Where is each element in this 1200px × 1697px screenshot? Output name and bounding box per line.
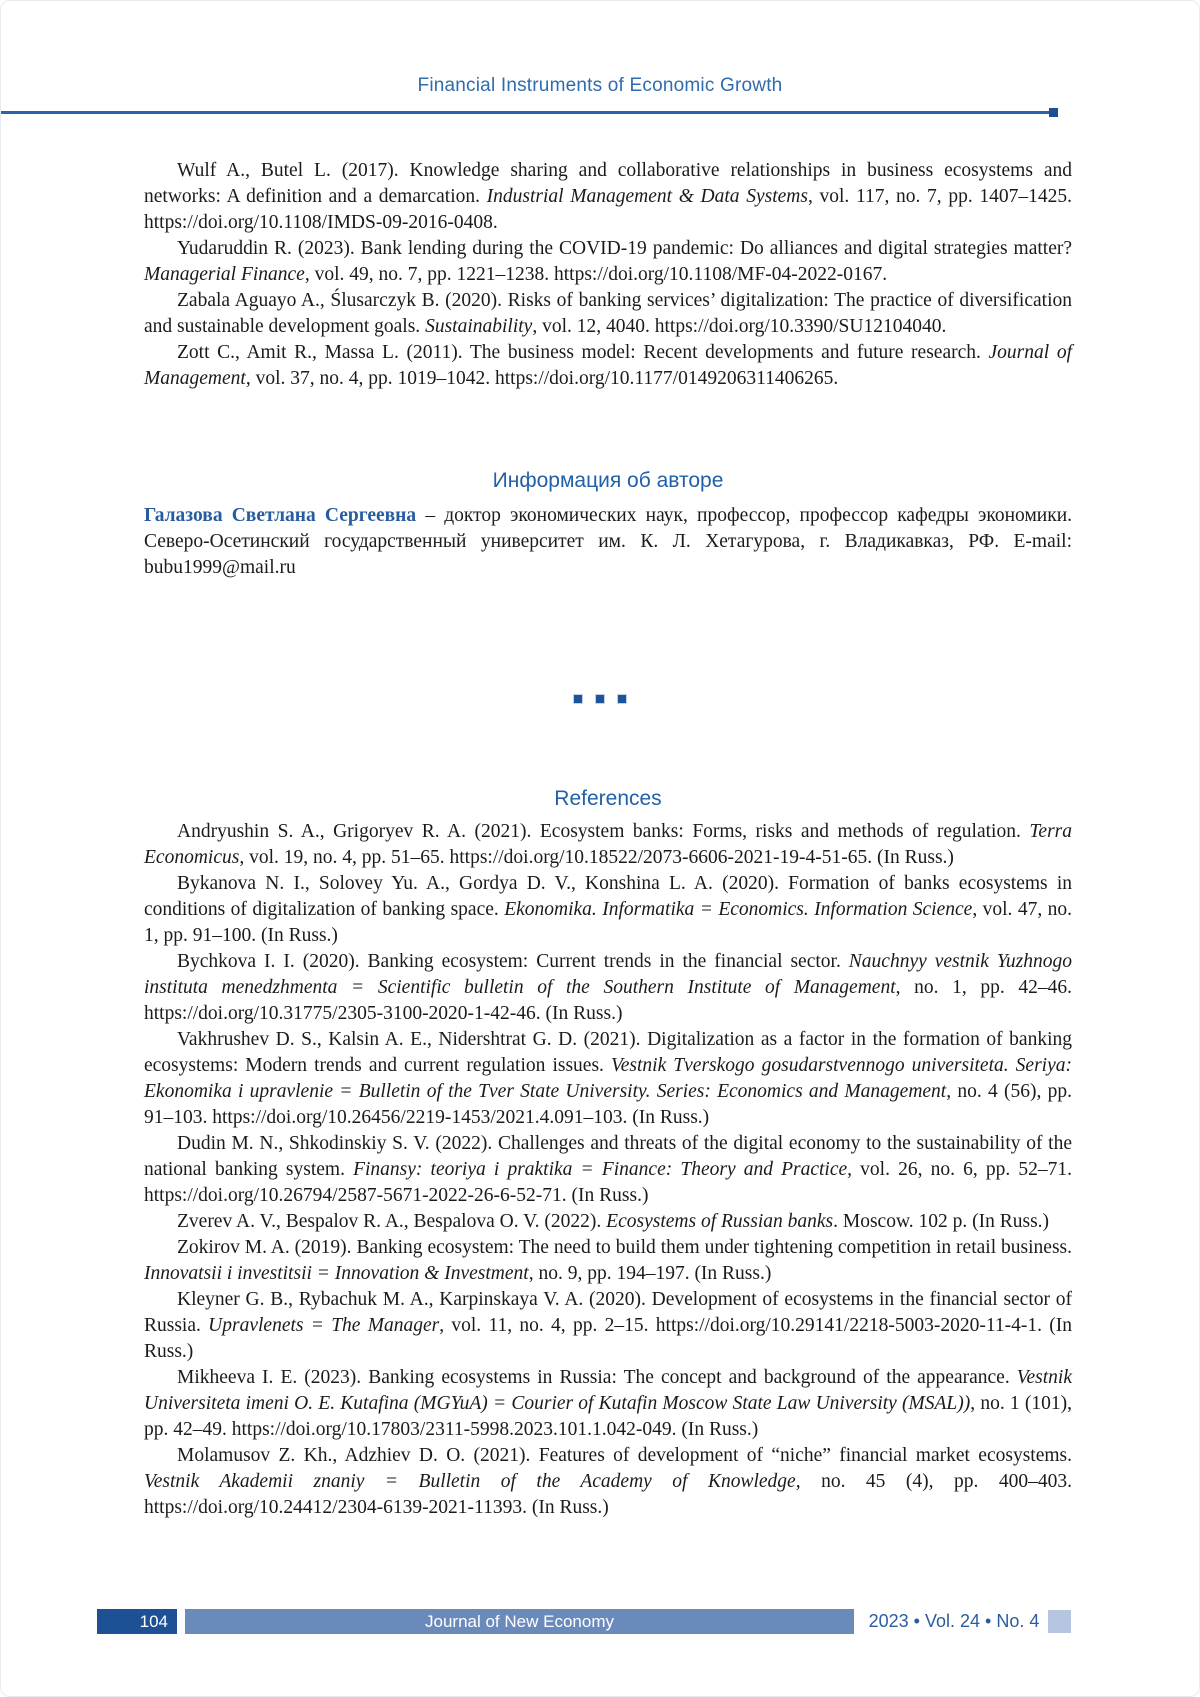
reference-text: Zverev A. V., Bespalov R. A., Bespalova O. V. (2022).: [177, 1211, 607, 1232]
footer-accent-square-icon: [1048, 1610, 1071, 1633]
reference-item: [144, 1235, 1072, 1287]
references-list-section: [144, 819, 1072, 1521]
separator-dot-icon: [574, 695, 582, 703]
reference-text: Zabala Aguayo A., Ślusarczyk B. (2020). Risks of banking services’ digitalization: The practice of diversification and sustainable development goals.: [144, 290, 1072, 337]
reference-journal-title: Sustainability: [425, 316, 533, 337]
separator-dot-icon: [596, 695, 604, 703]
reference-journal-title: Industrial Management & Data Systems: [486, 186, 808, 207]
reference-text: , no. 1, pp. 42–46. https://doi.org/10.31775/2305-3100-2020-1-42-46. (In Russ.): [144, 977, 1072, 1024]
reference-text: , no. 4 (56), pp. 91–103. https://doi.org/10.26456/2219-1453/2021.4.091–103. (In Russ.): [144, 1081, 1072, 1128]
header-rule: [1, 111, 1054, 114]
author-info-heading: Информация об авторе: [492, 469, 724, 492]
references-heading: References: [554, 787, 662, 810]
references-top-section: [144, 158, 1072, 392]
author-info-section: [144, 503, 1072, 581]
reference-text: , vol. 11, no. 4, pp. 2–15. https://doi.org/10.29141/2218-5003-2020-11-4-1. (In Russ.): [144, 1315, 1072, 1362]
rule-end-square-icon: [1049, 108, 1058, 117]
reference-item: [144, 1365, 1072, 1443]
author-name: Галазова Светлана Сергеевна: [144, 505, 417, 526]
reference-item: [144, 1027, 1072, 1131]
reference-text: Mikheeva I. E. (2023). Banking ecosystems in Russia: The concept and background of the appearance.: [177, 1367, 1017, 1388]
reference-item: [144, 1131, 1072, 1209]
reference-journal-title: Upravlenets = The Manager: [208, 1315, 440, 1336]
reference-text: Zott C., Amit R., Massa L. (2011). The business model: Recent developments and future research.: [177, 342, 989, 363]
reference-text: no. 45 (4), pp. 400–403. https://doi.org/10.24412/2304-6139-2021-11393. (In Russ.): [144, 1471, 1072, 1518]
reference-text: Vakhrushev D. S., Kalsin A. E., Nidershtrat G. D. (2021). Digitalization as a factor in the formation of banking ecosystems: Modern trends and current regulation issues.: [144, 1029, 1072, 1076]
reference-journal-title: Ecosystems of Russian banks: [606, 1211, 834, 1232]
footer-page-number: 104: [97, 1609, 177, 1634]
reference-text: , vol. 49, no. 7, pp. 1221–1238. https://doi.org/10.1108/MF-04-2022-0167.: [304, 264, 888, 285]
reference-journal-title: Journal of Management: [144, 342, 1072, 389]
reference-text: Bykanova N. I., Solovey Yu. A., Gordya D. V., Konshina L. A. (2020). Formation of banks ecosystems in conditions of digitalization of banking space.: [144, 873, 1072, 920]
reference-text: , vol. 37, no. 4, pp. 1019–1042. https://doi.org/10.1177/0149206311406265.: [245, 368, 839, 389]
reference-item: [144, 288, 1072, 340]
footer-journal-name: Journal of New Economy: [185, 1609, 854, 1634]
reference-item: [144, 236, 1072, 288]
reference-text: , vol. 117, no. 7, pp. 1407–1425. https://doi.org/10.1108/IMDS-09-2016-0408.: [144, 186, 1072, 233]
reference-item: [144, 1209, 1072, 1235]
reference-text: Yudaruddin R. (2023). Bank lending during the COVID-19 pandemic: Do alliances and digital strategies matter?: [177, 238, 1072, 259]
reference-text: Kleyner G. B., Rybachuk M. A., Karpinskaya V. A. (2020). Development of ecosystems in the financial sector of Russia.: [144, 1289, 1072, 1336]
reference-journal-title: Managerial Finance: [144, 264, 305, 285]
reference-text: vol. 26, no. 6, pp. 52–71. https://doi.org/10.26794/2587-5671-2022-26-6-52-71. (In Russ.): [144, 1159, 1072, 1206]
reference-text: Dudin M. N., Shkodinskiy S. V. (2022). Challenges and threats of the digital economy to the sustainability of the national banking system.: [144, 1133, 1072, 1180]
reference-journal-title: Finansy: teoriya i praktika = Finance: Theory and Practice,: [353, 1159, 853, 1180]
reference-text: , no. 9, pp. 194–197. (In Russ.): [528, 1263, 772, 1284]
reference-text: , no. 1 (101), pp. 42–49. https://doi.org/10.17803/2311-5998.2023.101.1.042-049. (In Russ.): [144, 1393, 1072, 1440]
reference-journal-title: Innovatsii i investitsii = Innovation & Investment: [144, 1263, 529, 1284]
reference-text: , vol. 12, 4040. https://doi.org/10.3390/SU12104040.: [532, 316, 947, 337]
footer-issue-info: 2023 • Vol. 24 • No. 4: [868, 1611, 1040, 1631]
reference-journal-title: Terra Economicus: [144, 821, 1072, 868]
reference-item: [144, 871, 1072, 949]
reference-text: Wulf A., Butel L. (2017). Knowledge sharing and collaborative relationships in business ecosystems and networks: A definition and a demarcation.: [144, 160, 1072, 207]
author-info-paragraph: [144, 503, 1072, 581]
reference-item: [144, 1287, 1072, 1365]
reference-item: [144, 158, 1072, 236]
reference-journal-title: Vestnik Akademii znaniy = Bulletin of the Academy of Knowledge,: [144, 1471, 801, 1492]
reference-journal-title: Ekonomika. Informatika = Economics. Information Science: [504, 899, 973, 920]
reference-text: , vol. 47, no. 1, pp. 91–100. (In Russ.): [144, 899, 1073, 946]
reference-journal-title: Vestnik Tverskogo gosudarstvennogo universiteta. Seriya: Ekonomika i upravlenie = Bulletin of the Tver State University. Series: Economics and Management: [144, 1055, 1072, 1102]
reference-item: [144, 819, 1072, 871]
reference-item: [144, 1443, 1072, 1521]
reference-text: . Moscow. 102 p. (In Russ.): [833, 1211, 1050, 1232]
reference-journal-title: Nauchnyy vestnik Yuzhnogo instituta menedzhmenta = Scientific bulletin of the Southern Institute of Management: [144, 951, 1072, 998]
reference-item: [144, 340, 1072, 392]
reference-text: , vol. 19, no. 4, pp. 51–65. https://doi.org/10.18522/2073-6606-2021-19-4-51-65. (In Russ.): [239, 847, 954, 868]
reference-text: Zokirov M. A. (2019). Banking ecosystem: The need to build them under tightening competition in retail business.: [177, 1237, 1072, 1258]
reference-text: Bychkova I. I. (2020). Banking ecosystem: Current trends in the financial sector.: [177, 951, 849, 972]
running-head-title: Financial Instruments of Economic Growth: [417, 75, 783, 96]
reference-item: [144, 949, 1072, 1027]
separator-dots: [1, 695, 1199, 703]
separator-dot-icon: [618, 695, 626, 703]
reference-journal-title: Vestnik Universiteta imeni O. E. Kutafina (MGYuA) = Courier of Kutafin Moscow State Law University (MSAL)): [144, 1367, 1072, 1414]
reference-text: Molamusov Z. Kh., Adzhiev D. O. (2021). Features of development of “niche” financial market ecosystems.: [177, 1445, 1072, 1466]
author-description: – доктор экономических наук, профессор, профессор кафедры экономики. Северо-Осетинский государственный университет им. К. Л. Хетагурова, г. Владикавказ, РФ. E-mail: bubu1999@mail.ru: [144, 505, 1073, 578]
reference-text: Andryushin S. A., Grigoryev R. A. (2021). Ecosystem banks: Forms, risks and methods of regulation.: [177, 821, 1030, 842]
